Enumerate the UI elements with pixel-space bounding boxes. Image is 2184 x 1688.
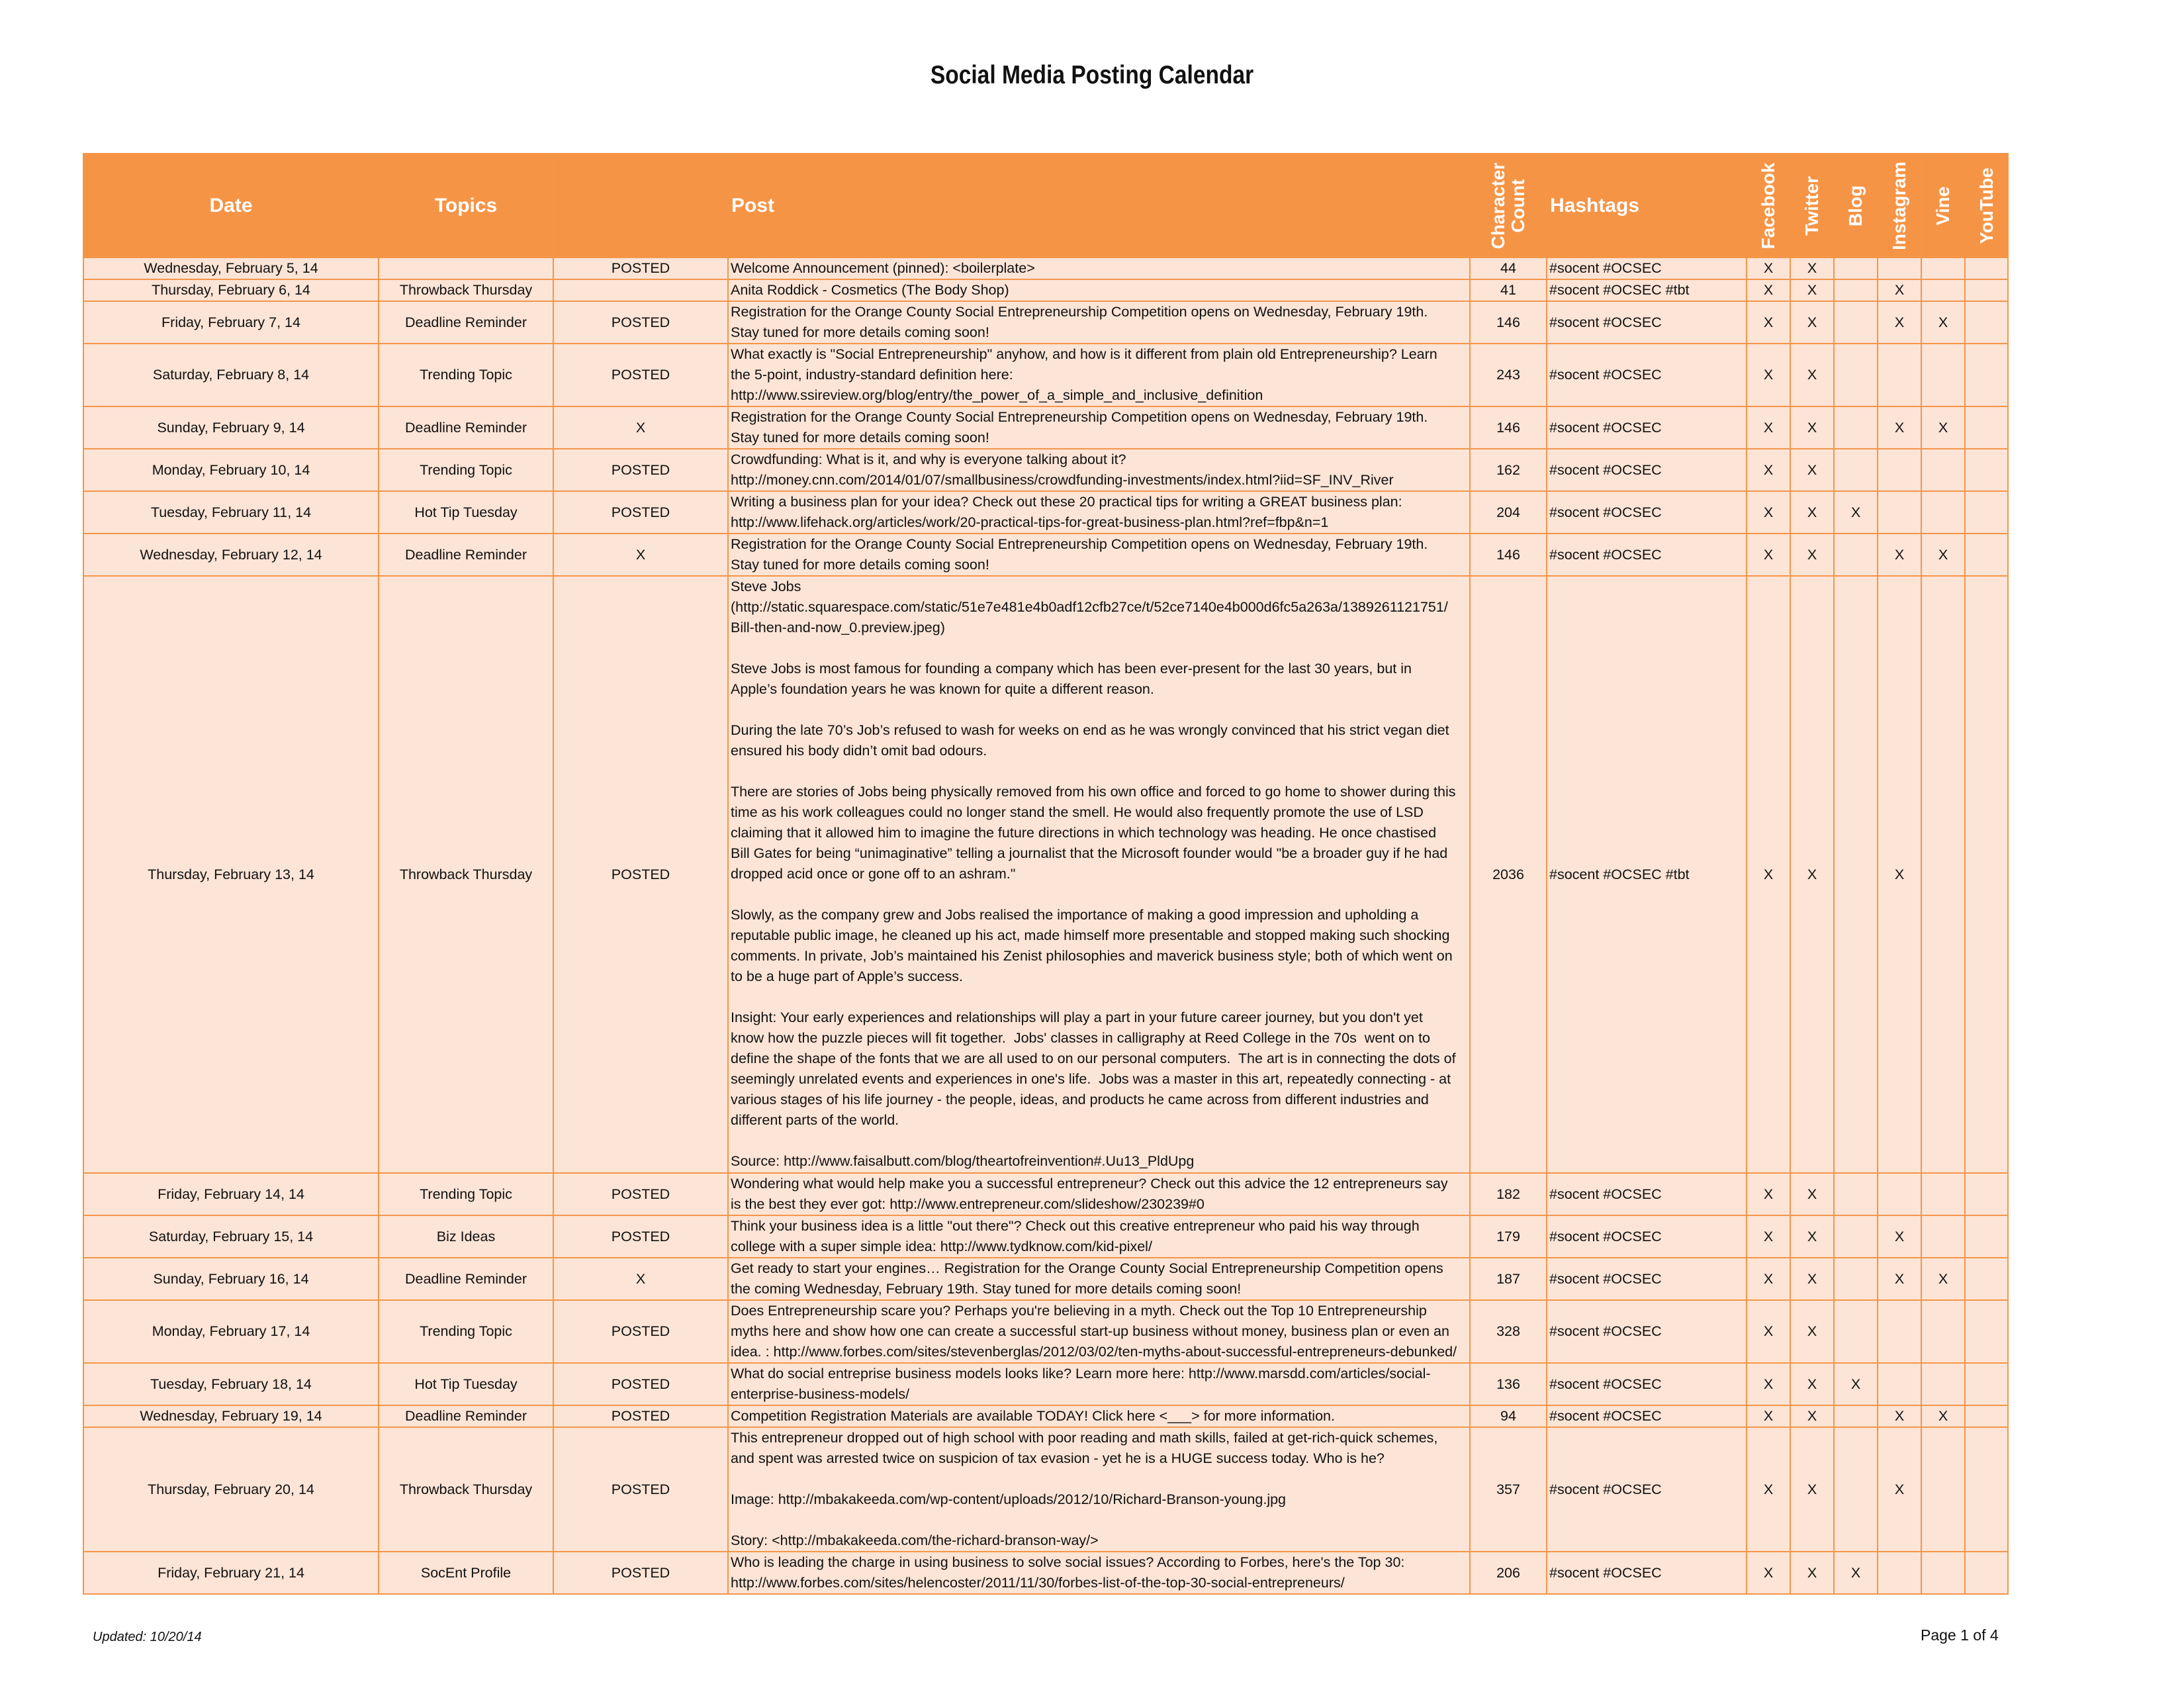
status-cell: POSTED — [553, 258, 728, 279]
date-cell: Friday, February 21, 14 — [83, 1552, 379, 1594]
updated-note: Updated: 10/20/14 — [93, 1630, 202, 1644]
character-count-cell: 187 — [1470, 1258, 1547, 1300]
blog-mark — [1834, 1300, 1878, 1363]
hashtags-cell: #socent #OCSEC — [1547, 1552, 1747, 1594]
youtube-mark — [1965, 1427, 2008, 1552]
post-cell: Writing a business plan for your idea? Check out these 20 practical tips for writing a GREAT business plan: http://www.lifehack.org/articles/work/20-practical-tips-for-great-business-plan.html?ref=fbp&n=1 — [728, 491, 1470, 534]
hashtags-cell: #socent #OCSEC — [1547, 301, 1747, 344]
blog-mark — [1834, 279, 1878, 301]
date-cell: Wednesday, February 12, 14 — [83, 534, 379, 576]
twitter-mark: X — [1790, 258, 1834, 279]
status-cell: POSTED — [553, 1300, 728, 1363]
instagram-mark — [1878, 1300, 1921, 1363]
vine-mark — [1921, 1300, 1965, 1363]
hashtags-cell: #socent #OCSEC — [1547, 1363, 1747, 1405]
date-cell: Monday, February 17, 14 — [83, 1300, 379, 1363]
youtube-mark — [1965, 258, 2008, 279]
facebook-mark: X — [1747, 1552, 1790, 1594]
instagram-mark — [1878, 491, 1921, 534]
topic-cell: Trending Topic — [379, 1300, 553, 1363]
topic-cell: Trending Topic — [379, 1173, 553, 1215]
twitter-mark: X — [1790, 1427, 1834, 1552]
character-count-cell: 357 — [1470, 1427, 1547, 1552]
table-row — [83, 1363, 2008, 1405]
twitter-mark: X — [1790, 491, 1834, 534]
character-count-cell: 41 — [1470, 279, 1547, 301]
instagram-mark: X — [1878, 534, 1921, 576]
date-cell: Wednesday, February 19, 14 — [83, 1405, 379, 1427]
twitter-mark: X — [1790, 534, 1834, 576]
instagram-mark — [1878, 1173, 1921, 1215]
col-header-status — [553, 154, 728, 258]
hashtags-cell: #socent #OCSEC — [1547, 344, 1747, 406]
post-cell: Crowdfunding: What is it, and why is everyone talking about it? http://money.cnn.com/2014/01/07/smallbusiness/crowdfunding-investments/index.html?iid=SF_INV_River — [728, 449, 1470, 491]
character-count-cell: 162 — [1470, 449, 1547, 491]
youtube-mark — [1965, 1215, 2008, 1258]
character-count-cell: 146 — [1470, 301, 1547, 344]
facebook-label: Facebook — [1758, 162, 1778, 249]
table-row — [83, 576, 2008, 1173]
col-header-youtube — [1965, 154, 2008, 258]
instagram-mark — [1878, 1363, 1921, 1405]
status-cell: POSTED — [553, 1363, 728, 1405]
blog-mark — [1834, 576, 1878, 1173]
vine-mark — [1921, 258, 1965, 279]
topic-cell — [379, 258, 553, 279]
facebook-mark: X — [1747, 1363, 1790, 1405]
blog-label: Blog — [1845, 185, 1866, 226]
col-header-blog — [1834, 154, 1878, 258]
col-header-date: Date — [83, 154, 379, 258]
facebook-mark: X — [1747, 1405, 1790, 1427]
character-count-cell: 146 — [1470, 534, 1547, 576]
blog-mark — [1834, 1215, 1878, 1258]
status-cell: POSTED — [553, 449, 728, 491]
blog-mark — [1834, 301, 1878, 344]
table-row — [83, 491, 2008, 534]
facebook-mark: X — [1747, 1215, 1790, 1258]
post-cell: Does Entrepreneurship scare you? Perhaps you're believing in a myth. Check out the Top 10 Entrepreneurship myths here and show how one can create a successful start-up business without money, business plan or even an idea. : http://www.forbes.com/sites/stevenberglas/2012/03/02/ten-myths-about-successful-entrepreneurs-debunked/ — [728, 1300, 1470, 1363]
character-count-cell: 179 — [1470, 1215, 1547, 1258]
character-count-cell: 136 — [1470, 1363, 1547, 1405]
table-row — [83, 1258, 2008, 1300]
col-header-instagram — [1878, 154, 1921, 258]
topic-cell: Biz Ideas — [379, 1215, 553, 1258]
character-count-cell: 206 — [1470, 1552, 1547, 1594]
post-cell: Get ready to start your engines… Registration for the Orange County Social Entrepreneurship Competition opens the coming Wednesday, February 19th. Stay tuned for more details coming soon! — [728, 1258, 1470, 1300]
topic-cell: Deadline Reminder — [379, 534, 553, 576]
table-row — [83, 1552, 2008, 1594]
facebook-mark: X — [1747, 534, 1790, 576]
youtube-mark — [1965, 1552, 2008, 1594]
vine-mark: X — [1921, 301, 1965, 344]
vine-mark — [1921, 576, 1965, 1173]
blog-mark — [1834, 1258, 1878, 1300]
topic-cell: Throwback Thursday — [379, 279, 553, 301]
col-header-character-count — [1470, 154, 1547, 258]
instagram-mark — [1878, 258, 1921, 279]
vine-mark — [1921, 1363, 1965, 1405]
date-cell: Friday, February 7, 14 — [83, 301, 379, 344]
blog-mark — [1834, 534, 1878, 576]
col-header-topics: Topics — [379, 154, 553, 258]
date-cell: Tuesday, February 11, 14 — [83, 491, 379, 534]
hashtags-cell: #socent #OCSEC — [1547, 1427, 1747, 1552]
topic-cell: SocEnt Profile — [379, 1552, 553, 1594]
facebook-mark: X — [1747, 301, 1790, 344]
instagram-mark: X — [1878, 1427, 1921, 1552]
date-cell: Tuesday, February 18, 14 — [83, 1363, 379, 1405]
post-cell: Wondering what would help make you a successful entrepreneur? Check out this advice the 12 entrepreneurs say is the best they ever got: http://www.entrepreneur.com/slideshow/230239#0 — [728, 1173, 1470, 1215]
topic-cell: Deadline Reminder — [379, 1258, 553, 1300]
date-cell: Saturday, February 15, 14 — [83, 1215, 379, 1258]
date-cell: Monday, February 10, 14 — [83, 449, 379, 491]
instagram-mark — [1878, 344, 1921, 406]
facebook-mark: X — [1747, 576, 1790, 1173]
table-row — [83, 1300, 2008, 1363]
facebook-mark: X — [1747, 1173, 1790, 1215]
hashtags-cell: #socent #OCSEC #tbt — [1547, 279, 1747, 301]
twitter-mark: X — [1790, 279, 1834, 301]
character-count-cell: 146 — [1470, 406, 1547, 449]
topic-cell: Throwback Thursday — [379, 576, 553, 1173]
date-cell: Thursday, February 20, 14 — [83, 1427, 379, 1552]
instagram-mark — [1878, 1552, 1921, 1594]
table-row — [83, 279, 2008, 301]
status-cell: POSTED — [553, 1552, 728, 1594]
character-count-cell: 243 — [1470, 344, 1547, 406]
vine-mark: X — [1921, 406, 1965, 449]
table-row — [83, 534, 2008, 576]
col-header-facebook — [1747, 154, 1790, 258]
character-count-label: Character Count — [1488, 162, 1528, 249]
twitter-mark: X — [1790, 406, 1834, 449]
topic-cell: Throwback Thursday — [379, 1427, 553, 1552]
youtube-mark — [1965, 491, 2008, 534]
vine-label: Vine — [1933, 186, 1953, 225]
character-count-cell: 182 — [1470, 1173, 1547, 1215]
vine-mark — [1921, 1552, 1965, 1594]
facebook-mark: X — [1747, 406, 1790, 449]
status-cell: POSTED — [553, 1215, 728, 1258]
post-cell: Think your business idea is a little "out there"? Check out this creative entrepreneur who paid his way through college with a super simple idea: http://www.tydknow.com/kid-pixel/ — [728, 1215, 1470, 1258]
facebook-mark: X — [1747, 449, 1790, 491]
table-row — [83, 449, 2008, 491]
post-cell: Who is leading the charge in using business to solve social issues? According to Forbes, here's the Top 30: http://www.forbes.com/sites/helencoster/2011/11/30/forbes-list-of-the-top-30-social-entrepreneurs/ — [728, 1552, 1470, 1594]
vine-mark — [1921, 344, 1965, 406]
vine-mark — [1921, 1427, 1965, 1552]
hashtags-cell: #socent #OCSEC — [1547, 258, 1747, 279]
hashtags-cell: #socent #OCSEC — [1547, 449, 1747, 491]
instagram-mark — [1878, 449, 1921, 491]
facebook-mark: X — [1747, 1427, 1790, 1552]
blog-mark — [1834, 344, 1878, 406]
col-header-twitter — [1790, 154, 1834, 258]
youtube-mark — [1965, 344, 2008, 406]
vine-mark — [1921, 279, 1965, 301]
instagram-mark: X — [1878, 279, 1921, 301]
twitter-mark: X — [1790, 1363, 1834, 1405]
facebook-mark: X — [1747, 344, 1790, 406]
date-cell: Sunday, February 9, 14 — [83, 406, 379, 449]
hashtags-cell: #socent #OCSEC — [1547, 1258, 1747, 1300]
vine-mark — [1921, 1173, 1965, 1215]
twitter-mark: X — [1790, 344, 1834, 406]
status-cell: X — [553, 534, 728, 576]
youtube-mark — [1965, 406, 2008, 449]
table-row — [83, 344, 2008, 406]
table-row — [83, 406, 2008, 449]
topic-cell: Deadline Reminder — [379, 406, 553, 449]
status-cell: POSTED — [553, 301, 728, 344]
vine-mark — [1921, 449, 1965, 491]
topic-cell: Deadline Reminder — [379, 1405, 553, 1427]
youtube-mark — [1965, 1363, 2008, 1405]
date-cell: Sunday, February 16, 14 — [83, 1258, 379, 1300]
vine-mark — [1921, 1215, 1965, 1258]
blog-mark — [1834, 1173, 1878, 1215]
status-cell: POSTED — [553, 1405, 728, 1427]
youtube-mark — [1965, 1258, 2008, 1300]
twitter-mark: X — [1790, 1173, 1834, 1215]
vine-mark: X — [1921, 1258, 1965, 1300]
facebook-mark: X — [1747, 1258, 1790, 1300]
facebook-mark: X — [1747, 258, 1790, 279]
character-count-cell: 94 — [1470, 1405, 1547, 1427]
status-cell: POSTED — [553, 344, 728, 406]
youtube-label: YouTube — [1976, 167, 1997, 244]
status-cell: POSTED — [553, 576, 728, 1173]
table-row — [83, 258, 2008, 279]
table-row — [83, 1215, 2008, 1258]
post-cell: Registration for the Orange County Social Entrepreneurship Competition opens on Wednesday, February 19th. Stay tuned for more details coming soon! — [728, 406, 1470, 449]
col-header-post: Post — [728, 154, 1470, 258]
date-cell: Wednesday, February 5, 14 — [83, 258, 379, 279]
topic-cell: Trending Topic — [379, 449, 553, 491]
post-cell: What exactly is "Social Entrepreneurship" anyhow, and how is it different from plain old Entrepreneurship? Learn the 5-point, industry-standard definition here: http://www.ssireview.org/blog/entry/the_power_of_a_simple_and_inclusive_definition — [728, 344, 1470, 406]
character-count-cell: 44 — [1470, 258, 1547, 279]
instagram-mark: X — [1878, 301, 1921, 344]
youtube-mark — [1965, 449, 2008, 491]
facebook-mark: X — [1747, 491, 1790, 534]
hashtags-cell: #socent #OCSEC — [1547, 406, 1747, 449]
status-cell: POSTED — [553, 1173, 728, 1215]
col-header-vine — [1921, 154, 1965, 258]
blog-mark: X — [1834, 1552, 1878, 1594]
blog-mark — [1834, 449, 1878, 491]
date-cell: Thursday, February 6, 14 — [83, 279, 379, 301]
blog-mark: X — [1834, 491, 1878, 534]
table-row — [83, 1427, 2008, 1552]
topic-cell: Trending Topic — [379, 344, 553, 406]
youtube-mark — [1965, 279, 2008, 301]
status-cell: X — [553, 406, 728, 449]
hashtags-cell: #socent #OCSEC — [1547, 1173, 1747, 1215]
calendar-table — [83, 153, 2009, 1595]
post-cell: Registration for the Orange County Social Entrepreneurship Competition opens on Wednesday, February 19th. Stay tuned for more details coming soon! — [728, 301, 1470, 344]
vine-mark: X — [1921, 534, 1965, 576]
twitter-mark: X — [1790, 1405, 1834, 1427]
youtube-mark — [1965, 534, 2008, 576]
instagram-mark: X — [1878, 1405, 1921, 1427]
blog-mark: X — [1834, 1363, 1878, 1405]
instagram-mark: X — [1878, 406, 1921, 449]
hashtags-cell: #socent #OCSEC — [1547, 534, 1747, 576]
header-row — [83, 154, 2008, 258]
instagram-mark: X — [1878, 576, 1921, 1173]
table-body — [83, 258, 2008, 1594]
table-row — [83, 1173, 2008, 1215]
character-count-cell: 204 — [1470, 491, 1547, 534]
character-count-cell: 2036 — [1470, 576, 1547, 1173]
vine-mark: X — [1921, 1405, 1965, 1427]
date-cell: Friday, February 14, 14 — [83, 1173, 379, 1215]
twitter-mark: X — [1790, 301, 1834, 344]
twitter-mark: X — [1790, 576, 1834, 1173]
blog-mark — [1834, 258, 1878, 279]
hashtags-cell: #socent #OCSEC — [1547, 1215, 1747, 1258]
date-cell: Saturday, February 8, 14 — [83, 344, 379, 406]
status-cell: X — [553, 1258, 728, 1300]
twitter-mark: X — [1790, 1258, 1834, 1300]
status-cell — [553, 279, 728, 301]
character-count-cell: 328 — [1470, 1300, 1547, 1363]
topic-cell: Hot Tip Tuesday — [379, 491, 553, 534]
status-cell: POSTED — [553, 1427, 728, 1552]
youtube-mark — [1965, 1405, 2008, 1427]
hashtags-cell: #socent #OCSEC — [1547, 1300, 1747, 1363]
hashtags-cell: #socent #OCSEC #tbt — [1547, 576, 1747, 1173]
post-cell: Steve Jobs (http://static.squarespace.com/static/51e7e481e4b0adf12cfb27ce/t/52ce7140e4b000d6fc5a263a/1389261121751/ Bill-then-and-now_0.preview.jpeg) Steve Jobs is most famous for founding a company which has been ever-present for the last 30 years, but in Apple’s foundation years he was known for quite a different reason. During the late 70’s Job’s refused to wash for weeks on end as he was wrongly convinced that his strict vegan diet ensured his body didn’t omit bad odours. There are stories of Jobs being physically removed from his own office and forced to go home to shower during this time as his work colleagues could no longer stand the smell. He would also frequently promote the use of LSD claiming that it allowed him to imagine the future directions in which technology was heading. He once chastised Bill Gates for being “unimaginative” telling a journalist that the Microsoft founder would "be a broader guy if he had dropped acid once or gone off to an ashram." Slowly, as the company grew and Jobs realised the importance of making a good impression and upholding a reputable public image, he cleaned up his act, made himself more presentable and stopped making such shocking comments. In private, Job’s maintained his Zenist philosophies and maverick business style; both of which went on to be a huge part of Apple’s success. Insight: Your early experiences and relationships will play a part in your future career journey, but you don't yet know how the puzzle pieces will fit together. Jobs' classes in calligraphy at Reed College in the 70s went on to define the shape of the fonts that we are all used to on our personal computers. The art is in connecting the dots of seemingly unrelated events and experiences in one's life. Jobs was a master in this art, repeatedly connecting - at various stages of his life journey - the people, ideas, and products he came across from different industries and different parts of the world. Source: http://www.faisalbutt.com/blog/theartofreinvention#.Uu13_PldUpg — [728, 576, 1470, 1173]
youtube-mark — [1965, 576, 2008, 1173]
status-cell: POSTED — [553, 491, 728, 534]
topic-cell: Hot Tip Tuesday — [379, 1363, 553, 1405]
twitter-mark: X — [1790, 1300, 1834, 1363]
post-cell: Anita Roddick - Cosmetics (The Body Shop) — [728, 279, 1470, 301]
post-cell: Welcome Announcement (pinned): <boilerplate> — [728, 258, 1470, 279]
twitter-mark: X — [1790, 1552, 1834, 1594]
hashtags-cell: #socent #OCSEC — [1547, 1405, 1747, 1427]
youtube-mark — [1965, 1300, 2008, 1363]
facebook-mark: X — [1747, 279, 1790, 301]
blog-mark — [1834, 406, 1878, 449]
col-header-hashtags: Hashtags — [1547, 154, 1747, 258]
twitter-label: Twitter — [1801, 175, 1822, 236]
table-row — [83, 1405, 2008, 1427]
post-cell: This entrepreneur dropped out of high school with poor reading and math skills, failed at get-rich-quick schemes, and spent was arrested twice on suspicion of tax evasion - yet he is a HUGE success today. Who is he? Image: http://mbakakeeda.com/wp-content/uploads/2012/10/Richard-Branson-young.jpg Story: <http://mbakakeeda.com/the-richard-branson-way/> — [728, 1427, 1470, 1552]
table-row — [83, 301, 2008, 344]
instagram-mark: X — [1878, 1215, 1921, 1258]
page-title: Social Media Posting Calendar — [930, 61, 1254, 89]
instagram-mark: X — [1878, 1258, 1921, 1300]
post-cell: Registration for the Orange County Social Entrepreneurship Competition opens on Wednesday, February 19th. Stay tuned for more details coming soon! — [728, 534, 1470, 576]
twitter-mark: X — [1790, 449, 1834, 491]
post-cell: What do social entreprise business models looks like? Learn more here: http://www.marsdd.com/articles/social- enterprise-business-models/ — [728, 1363, 1470, 1405]
twitter-mark: X — [1790, 1215, 1834, 1258]
facebook-mark: X — [1747, 1300, 1790, 1363]
date-cell: Thursday, February 13, 14 — [83, 576, 379, 1173]
topic-cell: Deadline Reminder — [379, 301, 553, 344]
youtube-mark — [1965, 301, 2008, 344]
hashtags-cell: #socent #OCSEC — [1547, 491, 1747, 534]
instagram-label: Instagram — [1889, 161, 1909, 250]
blog-mark — [1834, 1427, 1878, 1552]
post-cell: Competition Registration Materials are available TODAY! Click here <___> for more information. — [728, 1405, 1470, 1427]
youtube-mark — [1965, 1173, 2008, 1215]
page-number: Page 1 of 4 — [1921, 1626, 1999, 1644]
vine-mark — [1921, 491, 1965, 534]
blog-mark — [1834, 1405, 1878, 1427]
